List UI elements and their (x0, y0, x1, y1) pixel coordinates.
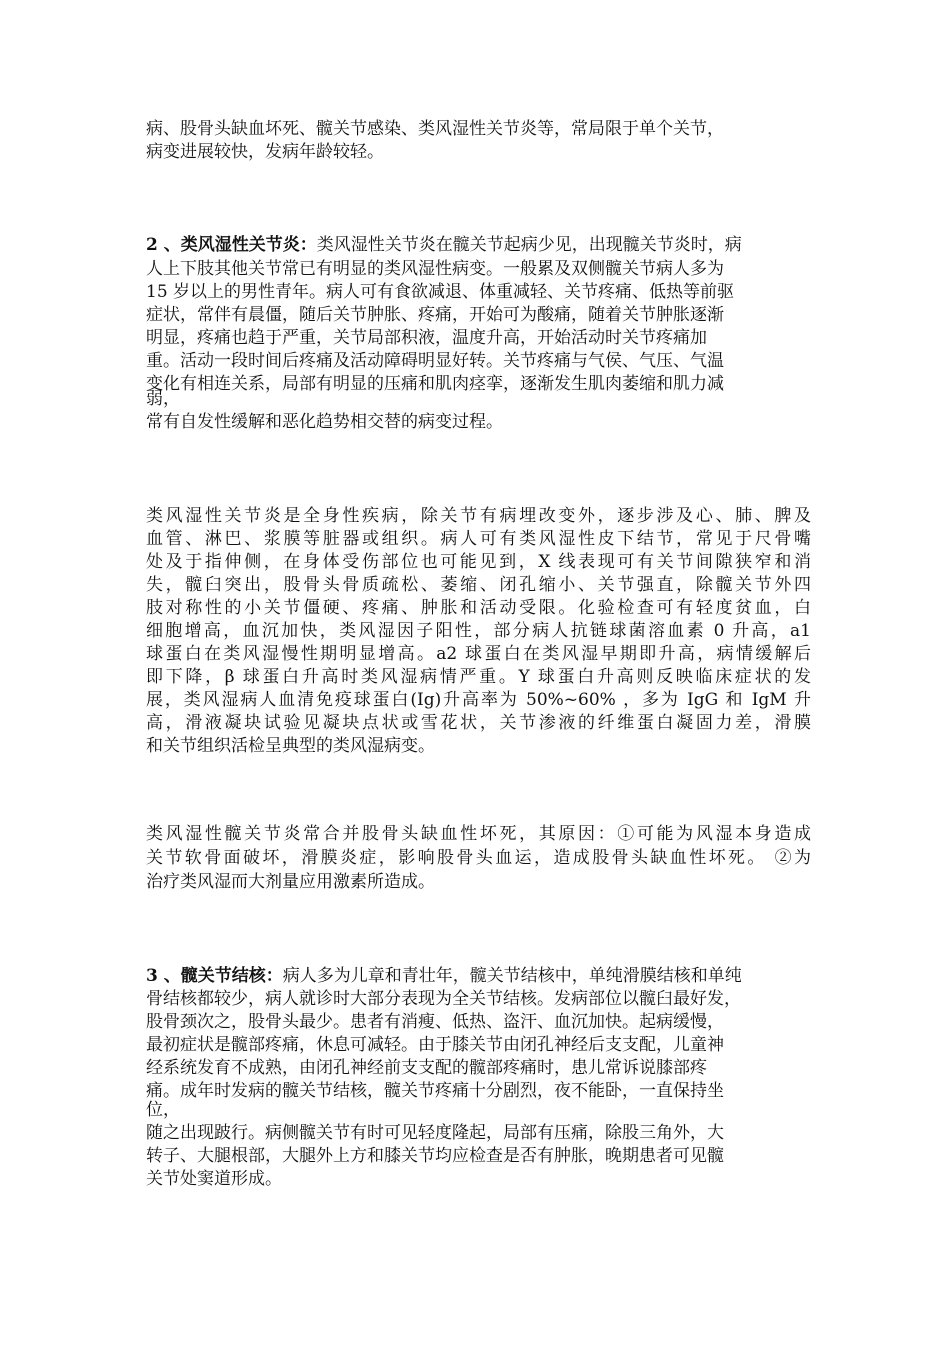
p4-line-8: 随之出现跛行。病侧髋关节有时可见轻度隆起，局部有压痛，除股三角外，大 (146, 1123, 724, 1143)
p0-line-2: 病变进展较快，发病年龄较轻。 (146, 142, 384, 162)
p1-line-3: 15 岁以上的男性青年。病人可有食欲减退、体重减轻、关节疼痛、低热等前驱 (146, 282, 735, 302)
p4-line-5: 经系统发育不成熟，由闭孔神经前支支配的髋部疼痛时，患儿常诉说膝部疼 (146, 1058, 707, 1078)
p3-line-3: 治疗类风湿而大剂量应用激素所造成。 (146, 872, 435, 892)
p4-heading: 3 、髋关节结核： (146, 966, 283, 986)
p4-line-9: 转子、大腿根部，大腿外上方和膝关节均应检查是否有肿胀，晚期患者可见髋 (146, 1146, 724, 1166)
p3-line-1: 类风湿性髋关节炎常合并股骨头缺血性坏死，其原因：①可能为风湿本身造成 (146, 824, 811, 844)
p1-line-5: 明显，疼痛也趋于严重，关节局部积液，温度升高，开始活动时关节疼痛加 (146, 328, 707, 348)
p2-line-8: 即下降，β 球蛋白升高时类风湿病情严重。Y 球蛋白升高则反映临床症状的发 (146, 667, 811, 687)
p0-line-1: 病、股骨头缺血坏死、髋关节感染、类风湿性关节炎等，常局限于单个关节， (146, 119, 724, 139)
p2-line-5: 肢对称性的小关节僵硬、疼痛、肿胀和活动受限。化验检查可有轻度贫血，白 (146, 598, 811, 618)
p2-line-1: 类风湿性关节炎是全身性疾病，除关节有病埋改变外，逐步涉及心、肺、脾及 (146, 506, 811, 526)
p1-line-6: 重。活动一段时间后疼痛及活动障碍明显好转。关节疼痛与气侯、气压、气温 (146, 351, 724, 371)
p1-line-1-text: 类风湿性关节炎在髋关节起病少见，出现髋关节炎时，病 (316, 235, 742, 255)
p2-line-7: 球蛋白在类风湿慢性期明显增高。a2 球蛋白在类风湿早期即升高，病情缓解后 (146, 644, 811, 664)
p1-line-9: 常有自发性缓解和恶化趋势相交替的病变过程。 (146, 412, 503, 432)
p4-line-2: 骨结核都较少，病人就诊时大部分表现为全关节结核。发病部位以髋臼最好发， (146, 989, 741, 1009)
p1-line-8: 弱， (146, 389, 180, 409)
p4-line-1 (146, 965, 742, 988)
p4-line-4: 最初症状是髋部疼痛，休息可减轻。由于膝关节由闭孔神经后支支配，儿童神 (146, 1035, 724, 1055)
p2-line-4: 失，髋臼突出，股骨头骨质疏松、萎缩、闭孔缩小、关节强直，除髋关节外四 (146, 575, 811, 595)
p4-line-7: 位， (146, 1100, 180, 1120)
p3-line-2: 关节软骨面破坏，滑膜炎症，影响股骨头血运，造成股骨头缺血性坏死。 ②为 (146, 848, 811, 868)
p4-line-10: 关节处窦道形成。 (146, 1169, 282, 1189)
p1-line-1 (146, 234, 742, 257)
p1-heading: 2 、类风湿性关节炎： (146, 235, 317, 255)
p2-line-3: 处及于指伸侧，在身体受伤部位也可能见到，X 线表现可有关节间隙狭窄和消 (146, 552, 811, 572)
p1-line-2: 人上下肢其他关节常已有明显的类风湿性病变。一般累及双侧髋关节病人多为 (146, 259, 724, 279)
p4-line-1-text: 病人多为儿章和青壮年，髋关节结核中，单纯滑膜结核和单纯 (282, 966, 742, 986)
p2-line-10: 高，滑液凝块试验见凝块点状或雪花状，关节渗液的纤维蛋白凝固力差，滑膜 (146, 713, 811, 733)
p2-line-6: 细胞增高，血沉加快，类风湿因子阳性，部分病人抗链球菌溶血素 0 升高，a1 (146, 621, 811, 641)
p1-line-7: 变化有相连关系，局部有明显的压痛和肌肉痉挛，逐渐发生肌肉萎缩和肌力减 (146, 374, 724, 394)
p2-line-9: 展，类风湿病人血清免疫球蛋白(Ig)升高率为 50%~60% ，多为 IgG 和 IgM 升 (146, 690, 811, 710)
p4-line-3: 股骨颈次之，股骨头最少。患者有消瘦、低热、盗汗、血沉加快。起病缓慢， (146, 1012, 724, 1032)
p1-line-4: 症状，常伴有晨僵，随后关节肿胀、疼痛，开始可为酸痛，随着关节肿胀逐渐 (146, 305, 724, 325)
p4-line-6: 痛。成年时发病的髋关节结核，髋关节疼痛十分剧烈，夜不能卧，一直保持坐 (146, 1081, 724, 1101)
p2-line-2: 血管、淋巴、浆膜等脏器或组织。病人可有类风湿性皮下结节，常见于尺骨嘴 (146, 529, 811, 549)
p2-line-11: 和关节组织活检呈典型的类风湿病变。 (146, 736, 435, 756)
